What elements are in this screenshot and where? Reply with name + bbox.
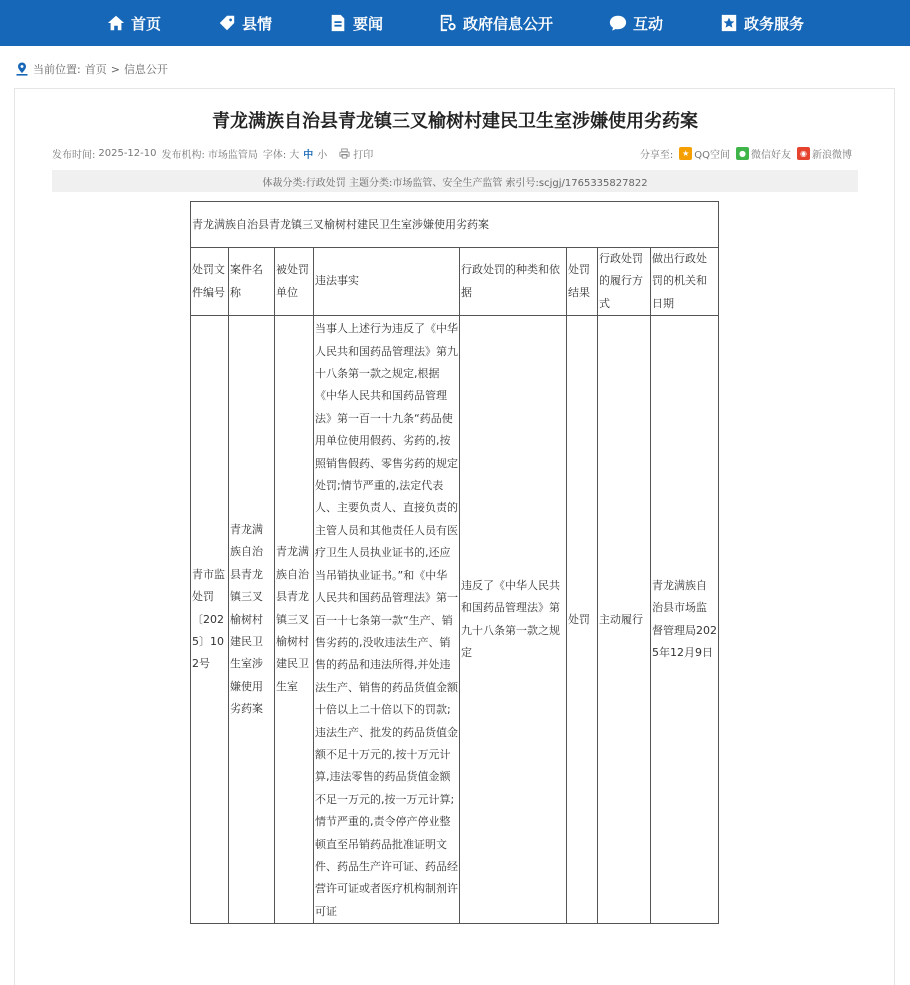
font-size-label: 字体: — [262, 149, 287, 161]
header-result: 处罚结果 — [567, 248, 598, 316]
nav-gov-info[interactable] — [439, 0, 553, 46]
nav-county-info[interactable] — [218, 0, 272, 46]
nav-gov-info-label: 政府信息公开 — [463, 14, 554, 33]
breadcrumb-home[interactable]: 首页 — [84, 63, 107, 76]
nav-home-label: 首页 — [131, 14, 162, 33]
cell-facts: 当事人上述行为违反了《中华人民共和国药品管理法》第九十八条第一款之规定,根据《中华人民共和国药品管理法》第一百一十九条“药品使用单位使用假药、劣药的,按照销售假药、零售劣药的规定处罚;情节严重的,法定代表人、主要负责人、直接负责的主管人员和其他责任人员有医疗卫生人员执业证书的,还应当吊销执业证书。”和《中华人民共和国药品管理法》第一百一十七条第一款“生产、销售劣药的,没收违法生产、销售的药品和违法所得,并处违法生产、销售的药品货值金额十倍以上二十倍以下的罚款;违法生产、批发的药品货值金额不足十万元的,按十万元计算,违法零售的药品货值金额不足一万元的,按一万元计算;情节严重的,责令停产停业整顿直至吊销药品批准证明文件、药品生产许可证、药品经营许可证或者医疗机构制剂许可证 — [314, 316, 460, 924]
org-value: 市场监管局 — [207, 149, 258, 161]
font-size-medium[interactable]: 中 — [303, 149, 314, 161]
share-weibo-button[interactable] — [797, 146, 852, 161]
document-icon — [329, 14, 347, 32]
cell-entity: 青龙满族自治县青龙镇三叉榆树村建民卫生室 — [275, 316, 314, 924]
share-qzone-label: QQ空间 — [694, 149, 730, 161]
share-wechat-button[interactable] — [736, 146, 791, 161]
cell-case-name: 青龙满族自治县青龙镇三叉榆树村建民卫生室涉嫌使用劣药案 — [229, 316, 275, 924]
qzone-star-icon: ★ — [679, 147, 692, 160]
table-title: 青龙满族自治县青龙镇三叉榆树村建民卫生室涉嫌使用劣药案 — [191, 202, 719, 248]
nav-interaction-label: 互动 — [633, 14, 664, 33]
cell-doc-no: 青市监处罚〔2025〕102号 — [191, 316, 229, 924]
article-meta — [52, 146, 373, 160]
header-method: 行政处罚的履行方式 — [598, 248, 651, 316]
nav-news[interactable] — [329, 0, 383, 46]
top-navigation — [0, 0, 910, 46]
nav-gov-services-label: 政务服务 — [744, 14, 805, 33]
home-icon — [107, 14, 125, 32]
header-authority-date: 做出行政处罚的机关和日期 — [651, 248, 719, 316]
breadcrumb-prefix: 当前位置: — [33, 63, 81, 76]
star-icon — [720, 14, 738, 32]
table-header-row — [191, 248, 719, 316]
share-wechat-label: 微信好友 — [751, 149, 791, 161]
cell-method: 主动履行 — [598, 316, 651, 924]
share-weibo-label: 新浪微博 — [812, 149, 852, 161]
nav-interaction[interactable] — [609, 0, 663, 46]
tag-icon — [218, 14, 236, 32]
header-doc-no: 处罚文件编号 — [191, 248, 229, 316]
font-size-small[interactable]: 小 — [317, 149, 328, 161]
share-bar — [640, 146, 852, 160]
header-entity: 被处罚单位 — [275, 248, 314, 316]
cell-type-basis: 违反了《中华人民共和国药品管理法》第九十八条第一款之规定 — [460, 316, 567, 924]
penalty-table — [190, 201, 719, 924]
print-label: 打印 — [353, 149, 374, 161]
table-row — [191, 316, 719, 924]
nav-home[interactable] — [107, 0, 161, 46]
print-button[interactable] — [339, 146, 373, 161]
breadcrumb-separator: > — [110, 62, 120, 76]
weibo-icon: ◉ — [797, 147, 810, 160]
published-value: 2025-12-10 — [98, 147, 157, 159]
classification-bar: 体裁分类:行政处罚 主题分类:市场监管、安全生产监管 索引号:scjgj/1765335827822 — [52, 170, 858, 192]
nav-news-label: 要闻 — [353, 14, 384, 33]
cell-authority-date: 青龙满族自治县市场监督管理局2025年12月9日 — [651, 316, 719, 924]
breadcrumb — [16, 60, 168, 78]
header-facts: 违法事实 — [314, 248, 460, 316]
cell-result: 处罚 — [567, 316, 598, 924]
location-pin-icon — [16, 62, 28, 76]
header-case-name: 案件名称 — [229, 248, 275, 316]
chat-icon — [609, 14, 627, 32]
org-label: 发布机构: — [161, 149, 205, 161]
article-title: 青龙满族自治县青龙镇三叉榆树村建民卫生室涉嫌使用劣药案 — [212, 111, 698, 132]
nav-county-info-label: 县情 — [242, 14, 273, 33]
breadcrumb-current[interactable]: 信息公开 — [123, 63, 168, 76]
header-type-basis: 行政处罚的种类和依据 — [460, 248, 567, 316]
printer-icon — [339, 148, 350, 159]
nav-gov-services[interactable] — [720, 0, 804, 46]
font-size-large[interactable]: 大 — [289, 149, 300, 161]
wechat-icon: ● — [736, 147, 749, 160]
info-disclosure-icon — [439, 14, 457, 32]
share-qzone-button[interactable] — [679, 146, 730, 161]
share-label: 分享至: — [639, 149, 674, 161]
published-label: 发布时间: — [52, 149, 96, 161]
